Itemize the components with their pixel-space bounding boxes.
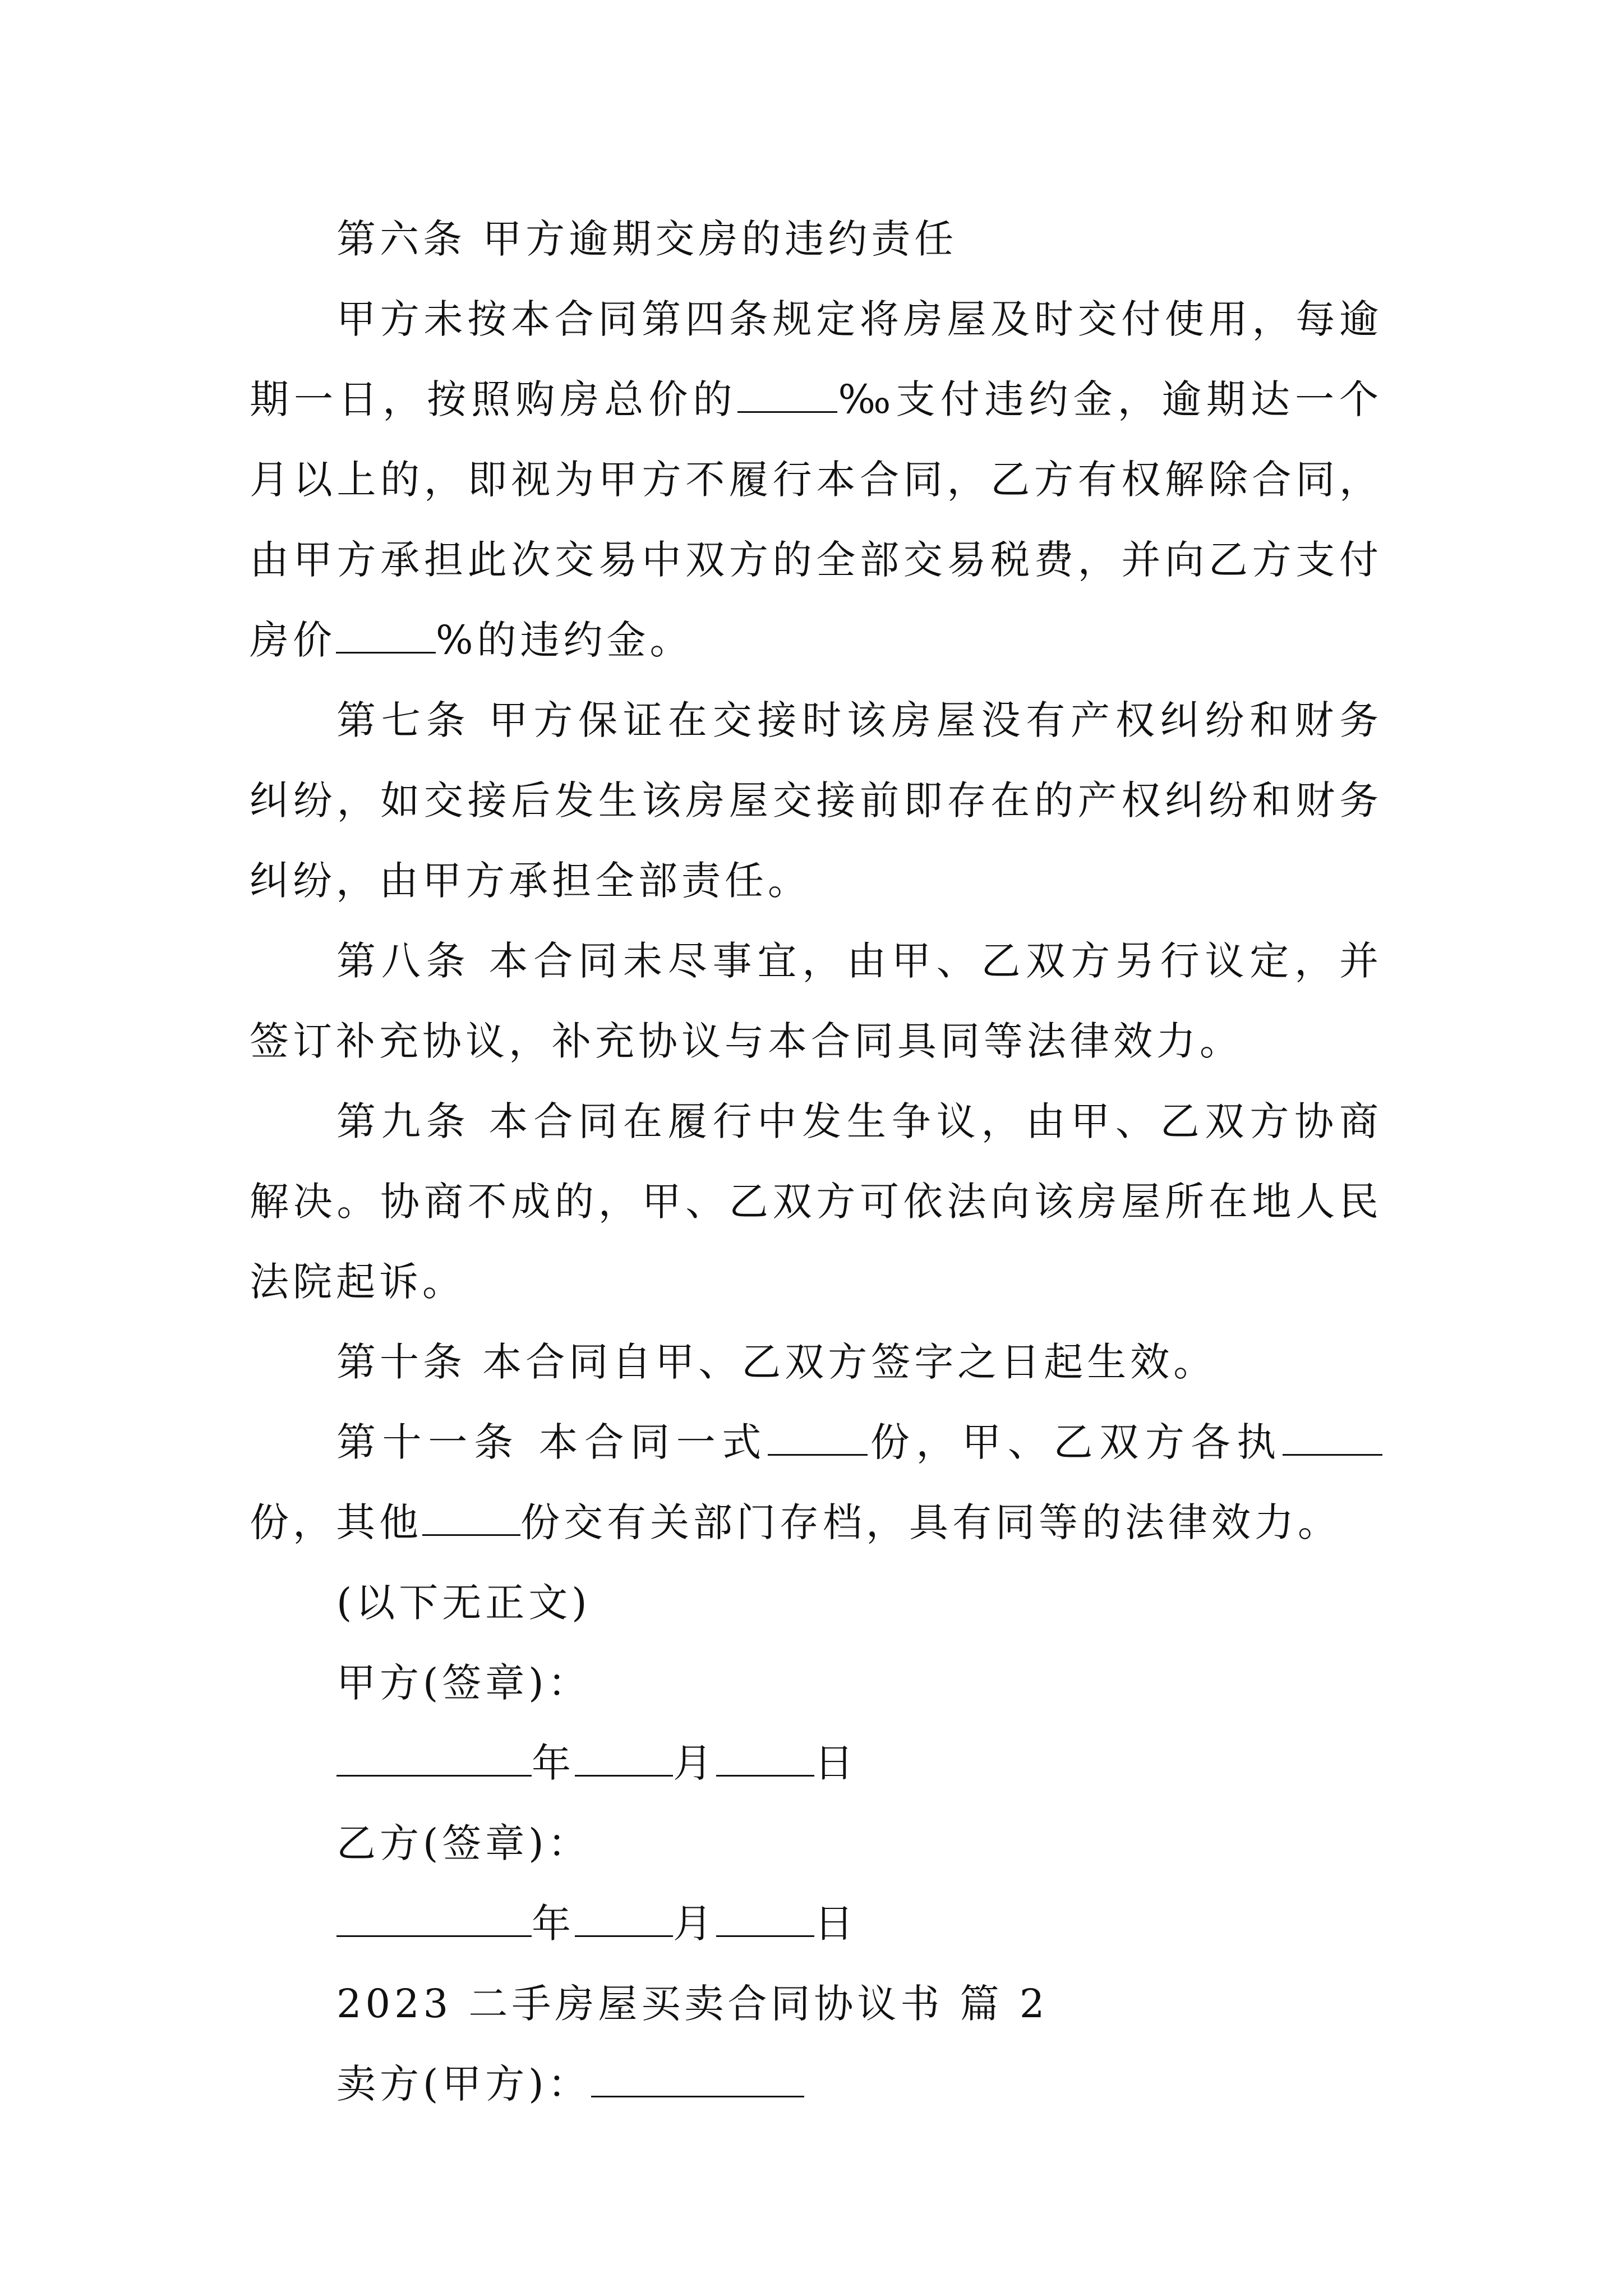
article-9-line-3: 法院起诉。 — [250, 1259, 465, 1305]
copies-other-blank[interactable] — [422, 1499, 520, 1536]
day-label: 日 — [814, 1901, 857, 1947]
article-8-line-2: 签订补充协议，补充协议与本合同具同等法律效力。 — [250, 1018, 1243, 1064]
party-b-day-blank[interactable] — [716, 1901, 814, 1937]
month-label: 月 — [673, 1740, 716, 1786]
article-10-line-1: 第十条 本合同自甲、乙双方签字之日起生效。 — [336, 1339, 1217, 1385]
day-label: 日 — [814, 1740, 857, 1786]
party-a-month-blank[interactable] — [575, 1740, 673, 1777]
article-8-line-1: 第八条 本合同未尽事宜，由甲、乙双方另行议定，并 — [336, 938, 1382, 984]
seller-name-blank[interactable] — [591, 2061, 804, 2097]
article-6-line-5 — [250, 600, 1382, 680]
article-11-line-1-part-b: 份，甲、乙双方各执 — [868, 1419, 1283, 1465]
party-b-month-blank[interactable] — [575, 1901, 673, 1937]
article-11-line-2-part-a: 份，其他 — [250, 1499, 422, 1545]
copies-each-party-blank[interactable] — [1283, 1419, 1382, 1456]
article-9-line-1: 第九条 本合同在履行中发生争议，由甲、乙双方协商 — [336, 1098, 1382, 1144]
article-11-line-2 — [250, 1483, 1382, 1563]
article-6-line-4: 由甲方承担此次交易中双方的全部交易税费，并向乙方支付 — [250, 537, 1382, 583]
seller-label: 卖方(甲方)： — [336, 2061, 591, 2107]
next-contract-title: 2023 二手房屋买卖合同协议书 篇 2 — [336, 1981, 1049, 2027]
party-a-year-blank[interactable] — [336, 1740, 532, 1777]
year-label: 年 — [532, 1740, 575, 1786]
article-9-line-2: 解决。协商不成的，甲、乙双方可依法向该房屋所在地人民 — [250, 1179, 1382, 1225]
party-b-year-blank[interactable] — [336, 1901, 532, 1937]
article-7-line-2: 纠纷，如交接后发生该房屋交接前即存在的产权纠纷和财务 — [250, 777, 1382, 823]
article-6-line-5-part-b: %的违约金。 — [436, 617, 693, 663]
party-b-signature-label: 乙方(签章)： — [336, 1820, 591, 1866]
article-7-line-1: 第七条 甲方保证在交接时该房屋没有产权纠纷和财务 — [336, 697, 1382, 743]
article-6-line-5-part-a: 房价 — [250, 617, 336, 663]
party-a-date-line — [250, 1723, 1382, 1803]
article-6-line-2-part-a: 期一日，按照购房总价的 — [250, 376, 737, 422]
party-b-date-line — [250, 1884, 1382, 1964]
penalty-permille-blank[interactable] — [737, 376, 837, 413]
article-11-line-2-part-b: 份交有关部门存档，具有同等的法律效力。 — [520, 1499, 1341, 1545]
article-11-line-1 — [250, 1402, 1382, 1483]
article-6-line-1: 甲方未按本合同第四条规定将房屋及时交付使用，每逾 — [336, 296, 1382, 342]
article-7-line-3: 纠纷，由甲方承担全部责任。 — [250, 858, 811, 904]
month-label: 月 — [673, 1901, 716, 1947]
article-11-line-1-part-a: 第十一条 本合同一式 — [336, 1419, 768, 1465]
copies-total-blank[interactable] — [768, 1419, 868, 1456]
penalty-percent-blank[interactable] — [336, 617, 436, 654]
article-6-title: 第六条 甲方逾期交房的违约责任 — [336, 216, 958, 262]
no-more-text-note: (以下无正文) — [336, 1580, 591, 1626]
contract-text — [250, 199, 1382, 2124]
party-a-signature-label: 甲方(签章)： — [336, 1660, 591, 1706]
article-6-line-2 — [250, 360, 1382, 440]
article-6-line-3: 月以上的，即视为甲方不履行本合同，乙方有权解除合同， — [250, 457, 1382, 503]
year-label: 年 — [532, 1901, 575, 1947]
party-a-day-blank[interactable] — [716, 1740, 814, 1777]
seller-line — [250, 2044, 1382, 2124]
article-6-line-2-part-b: ‰支付违约金，逾期达一个 — [837, 376, 1382, 422]
